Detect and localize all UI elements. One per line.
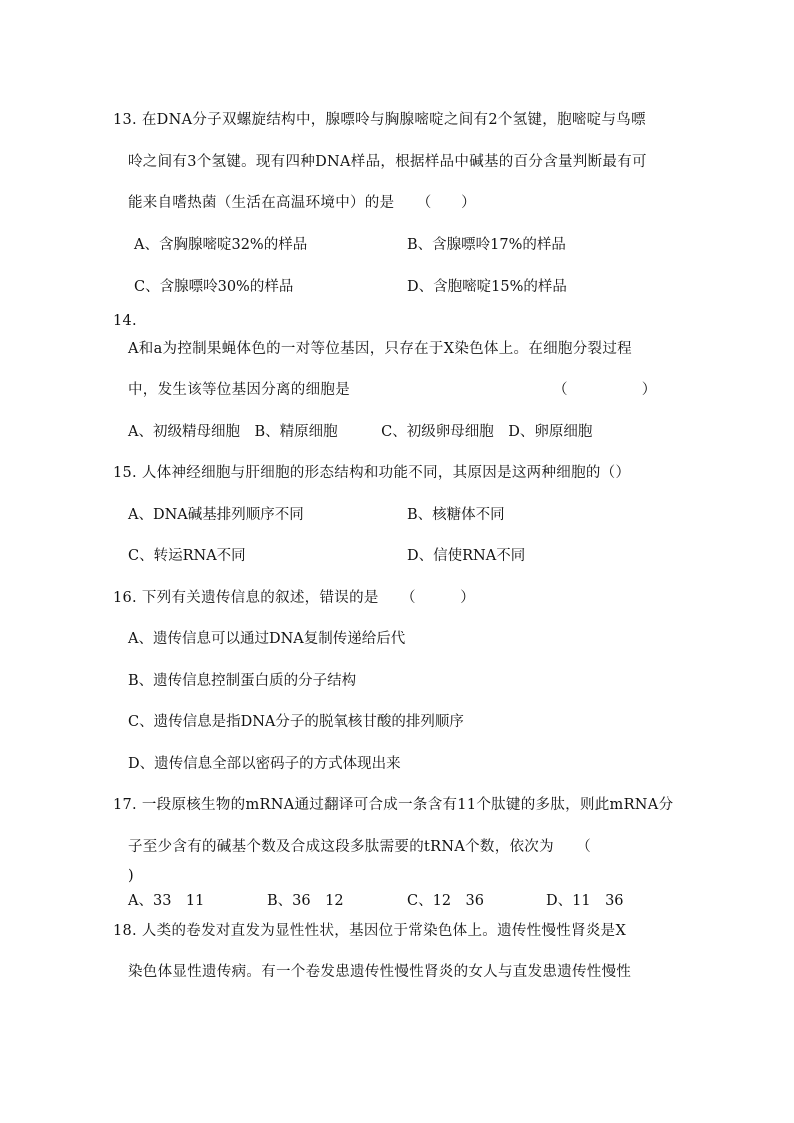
- q13-line3: 能来自嗜热菌（生活在高温环境中）的是 （ ）: [128, 195, 476, 211]
- q17-option-b: B、36 12: [267, 893, 344, 909]
- q14-options: A、初级精母细胞 B、精原细胞 C、初级卵母细胞 D、卵原细胞: [128, 424, 593, 440]
- q13-line2: 呤之间有3个氢键。现有四种DNA样品，根据样品中碱基的百分含量判断最有可: [128, 154, 647, 170]
- q17-line2: 子至少含有的碱基个数及合成这段多肽需要的tRNA个数，依次为 （: [128, 839, 592, 855]
- q13-option-d: D、含胞嘧啶15%的样品: [407, 279, 567, 295]
- q16-option-c: C、遗传信息是指DNA分子的脱氧核甘酸的排列顺序: [128, 714, 464, 730]
- q16-option-d: D、遗传信息全部以密码子的方式体现出来: [128, 756, 401, 772]
- q15-option-b: B、核糖体不同: [407, 507, 505, 523]
- q14-line1: A和a为控制果蝇体色的一对等位基因，只存在于X染色体上。在细胞分裂过程: [128, 341, 632, 357]
- q15-option-c: C、转运RNA不同: [128, 548, 246, 564]
- q17-option-d: D、11 36: [546, 893, 624, 909]
- q15-option-d: D、信使RNA不同: [407, 548, 526, 564]
- q14-number: 14.: [113, 313, 137, 329]
- q17-line3: ): [128, 868, 134, 884]
- q17-line1: 17. 一段原核生物的mRNA通过翻译可合成一条含有11个肽键的多肽，则此mRNA分: [113, 797, 674, 813]
- q17-option-a: A、33 11: [128, 893, 205, 909]
- q18-line1: 18. 人类的卷发对直发为显性性状，基因位于常染色体上。遗传性慢性肾炎是X: [113, 923, 627, 939]
- q16-option-b: B、遗传信息控制蛋白质的分子结构: [128, 673, 357, 689]
- q18-line2: 染色体显性遗传病。有一个卷发患遗传性慢性肾炎的女人与直发患遗传性慢性: [128, 964, 632, 980]
- q13-option-b: B、含腺嘌呤17%的样品: [407, 237, 566, 253]
- q14-line2: 中，发生该等位基因分离的细胞是: [128, 382, 350, 398]
- q14-answer-paren: （ ）: [553, 382, 657, 398]
- q16-line1: 16. 下列有关遗传信息的叙述，错误的是 （ ）: [113, 590, 476, 606]
- q13-line1: 13. 在DNA分子双螺旋结构中，腺嘌呤与胸腺嘧啶之间有2个氢键，胞嘧啶与鸟嘌: [113, 112, 646, 128]
- q16-option-a: A、遗传信息可以通过DNA复制传递给后代: [128, 631, 406, 647]
- q13-option-a: A、含胸腺嘧啶32%的样品: [134, 237, 308, 253]
- q13-option-c: C、含腺嘌呤30%的样品: [134, 279, 294, 295]
- q15-option-a: A、DNA碱基排列顺序不同: [128, 507, 304, 523]
- q17-option-c: C、12 36: [407, 893, 484, 909]
- q15-line1: 15. 人体神经细胞与肝细胞的形态结构和功能不同，其原因是这两种细胞的（）: [113, 465, 631, 481]
